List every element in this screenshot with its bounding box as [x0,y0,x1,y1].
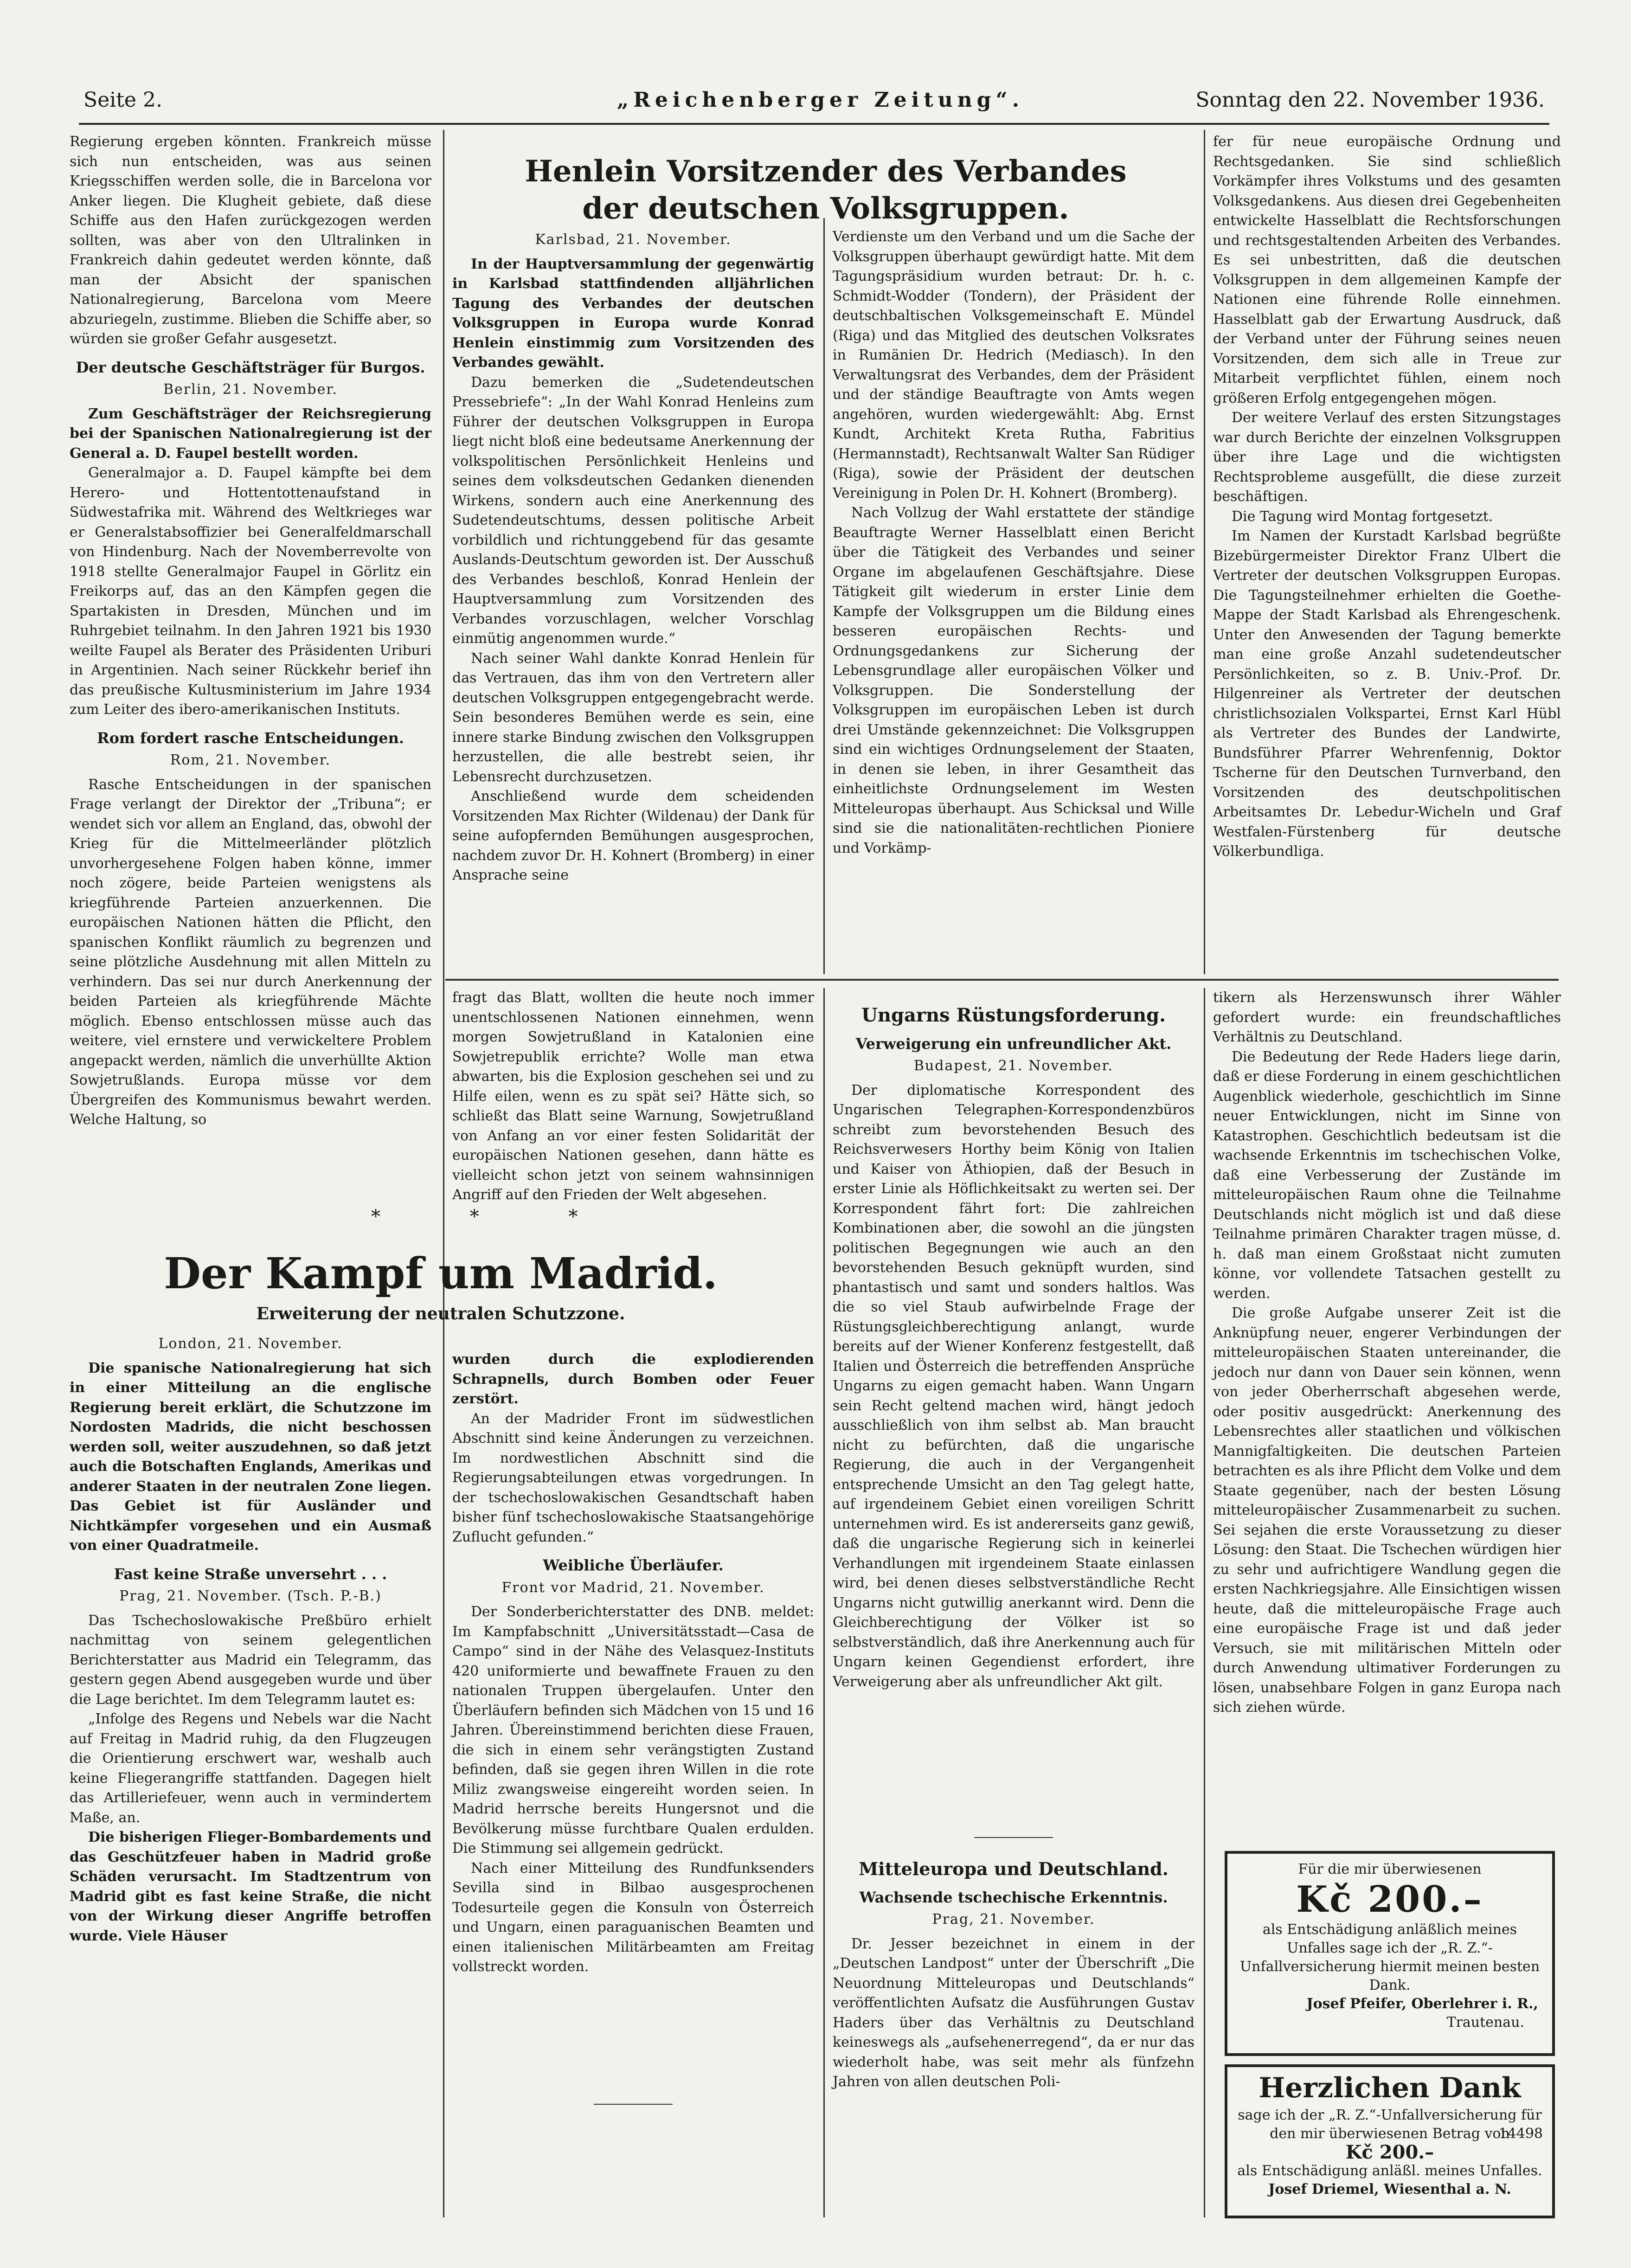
dateline: London, 21. November. [158,1336,343,1352]
article-subheading: Verweigerung ein unfreundlicher Akt. [855,1034,1172,1053]
column-rule [823,988,825,2217]
column-2-henlein [452,227,814,979]
ad-signature: Josef Pfeifer, Oberlehrer i. R., [1306,1996,1538,2012]
column-2-madrid [452,1350,814,2213]
headline-line: Henlein Vorsitzender des Verbandes [525,154,1127,189]
article-paragraph: Nach Vollzug der Wahl erstattete der ständige Beauftragte Werner Hasselblatt einen Bericht über die Tätigkeit des Verbandes und seiner Organe im abgelaufenen Geschäftsjahre. Diese Tätigkeit gilt wiederum in erster Linie dem Kampfe der Volksgruppen um die Bildung eines besseren europäischen Rechts- und Ordnungsgedankens zur Sicherung der Lebensgrundlage aller europäischen Völker und Volksgruppen. Die Sonderstellung der Volksgruppen im europäischen Leben ist durch drei Umstände gekennzeichnet: Die Volksgruppen sind ein wichtiges Ordnungselement der Staaten, in denen sie leben, in ihrer Gesamtheit das einheitlichste Ordnungselement im Westen Mitteleuropas überhaupt. Aus Schicksal und Wille sind sie die nationalitäten-rechtlichen Pioniere und Vorkämp- [833,505,1194,856]
article-paragraph: Nach einer Mitteilung des Rundfunksenders Sevilla sind in Bilbao ausgesprochenen Todesurteile gegen die Konsuln von Österreich und Ungarn, einen paraguanischen Beamten und einen italienischen Militärbeamten am Freitag vollstreckt worden. [452,1860,814,1975]
masthead-rule [79,123,1549,125]
dateline: Prag, 21. November. [932,1911,1095,1927]
article-lead: In der Hauptversammlung der gegenwärtig in Karlsbad stattfindenden alljährlichen Tagung des Verbandes der deutschen Volksgruppen in Europa wurde Konrad Henlein einstimmig zum Vorsitzenden des Verbandes gewählt. [452,256,814,371]
article-subheading: Wachsende tschechische Erkenntnis. [859,1888,1168,1906]
thank-you-ad-2 [1225,2064,1555,2218]
article-paragraph: Die bisherigen Flieger-Bombardements und das Geschützfeuer haben in Madrid große Schäden verursacht. Im Stadtzentrum von Madrid gibt es fast keine Straße, die nicht von der Wirkung dieser Angriffe betroffen wurde. Viele Häuser [70,1829,431,1944]
ad-title: Herzlichen Dank [1259,2072,1521,2104]
section-stars: * * * [371,1206,620,1227]
issue-date: Sonntag den 22. November 1936. [1195,88,1545,112]
subheadline-line: Erweiterung der neutralen Schutzzone. [256,1304,625,1324]
dateline: Rom, 21. November. [170,752,331,768]
ad-amount: Kč 200.– [1345,2141,1434,2163]
article-paragraph: Die große Aufgabe unserer Zeit ist die Anknüpfung neuer, engerer Verbindungen der mitteleuropäischen Staaten untereinander, die jedoch nur dann von Dauer sein können, wenn von jeder Oberherrschaft abgesehen werde, oder positiv ausgedrückt: Anerkennung des Lebensrechtes aller staatlichen und völkischen Mannigfaltigkeiten. Die deutschen Parteien betrachten es als ihre Pflicht dem Volke und dem Staate gegenüber, nach der besten Lösung mitteleuropäischer Zusammenarbeit zu suchen. Sei sejahen die erste Voraussetzung zu dieser Lösung: den Staat. Die Tschechen würdigen hier zu sehr und aufrichtigere Wandlung gegen die ersten Nachkriegsjahre. Alle Einsichtigen wissen heute, daß die mitteleuropäische Frage auch eine europäische Frage ist und daß jeder Versuch, sie mit militärischen Mitteln oder durch Anwendung ultimativer Forderungen zu lösen, unabsehbare Folgen in ganz Europa nach sich ziehen würde. [1213,1305,1561,1715]
article-paragraph: Das Tschechoslowakische Preßbüro erhielt nachmittag von seinem gelegentlichen Berichterstatter aus Madrid ein Telegramm, das gestern gegen Abend ausgegeben wurde und über die Lage berichtet. Im dem Telegramm lautet es: [70,1612,431,1708]
article-heading: Der deutsche Geschäftsträger für Burgos. [76,358,425,376]
paper-title: „Reichenberger Zeitung“. [617,88,1024,112]
ad-amount: Kč 200.– [1296,1878,1483,1921]
article-lead: Die spanische Nationalregierung hat sich in einer Mitteilung an die englische Regierung bereit erklärt, die Schutzzone im Nordosten Madrids, die nicht beschossen werden soll, weiter auszudehnen, so daß jetzt auch die Botschaften Englands, Amerikas und anderer Staaten in der neutralen Zone liegen. Das Gebiet ist für Ausländer und Nichtkämpfer vorgesehen und ein Ausmaß von einer Quadratmeile. [70,1360,431,1554]
article-paragraph: Generalmajor a. D. Faupel kämpfte bei dem Herero- und Hottentottenaufstand in Südwestafrika mit. Während des Weltkrieges war er Generalstabsoffizier bei Generalfeldmarschall von Hindenburg. Nach der Novemberrevolte von 1918 stellte Generalmajor Faupel in Görlitz ein Freikorps auf, das an den Kämpfen gegen die Spartakisten in Dresden, München und im Ruhrgebiet teilnahm. In den Jahren 1921 bis 1930 weilte Faupel als Berater des Präsidenten Uriburi in Argentinien. Nach seiner Rückkehr berief ihn das preußische Kultusministerium im Jahre 1934 zum Leiter des ibero-amerikanischen Instituts. [70,465,431,718]
thank-you-ad-1 [1225,1851,1555,2056]
ad-line: Für die mir überwiesenen [1298,1861,1482,1877]
article-paragraph: fragt das Blatt, wollten die heute noch immer unentschlossenen Nationen einnehmen, wenn morgen Sowjetrußland in Katalonien eine Sowjetrepublik errichte? Wolle man etwa abwarten, bis die Explosion geschehen sei und zu Hilfe eilen, wenn es zu spät sei? Hätte sich, so schließt das Blatt seine Warnung, Sowjetrußland von Anfang an vor einer festen Solidarität der europäischen Nationen gesehen, dann hätte es vielleicht schon jetzt von seinem wahnsinnigen Angriff auf den Frieden der Welt abgesehen. [452,989,814,1203]
article-paragraph: Dazu bemerken die „Sudetendeutschen Pressebriefe“: „In der Wahl Konrad Henleins zum Führer der deutschen Volksgruppen in Europa liegt nicht bloß eine bedeutsame Anerkennung der volkspolitischen Persönlichkeit Henleins und seines dem volksdeutschen Gedanken dienenden Wirkens, sondern auch eine Anerkennung des Sudetendeutschtums, dessen politische Arbeit vorbildlich und richtunggebend für das gesamte Auslands-Deutschtum geworden ist. Der Ausschuß des Verbandes beschloß, Konrad Henlein der Hauptversammlung zum Vorsitzenden des Verbandes vorzuschlagen, welcher Vorschlag einmütig angenommen wurde.“ [452,374,814,647]
article-paragraph: Der diplomatische Korrespondent des Ungarischen Telegraphen-Korrespondenzbüros schreibt zum bevorstehenden Besuch des Reichsverwesers Horthy beim König von Italien und Kaiser von Äthiopien, daß der Besuch in erster Linie als Höflichkeitsakt zu werten sei. Der Korrespondent fährt fort: Die zahlreichen Kombinationen aber, die sowohl an die jüngsten politischen Begegnungen wie auch an den bevorstehenden Besuch geknüpft wurden, sind phantastisch und samt und sonders haltlos. Was die so viel Staub aufwirbelnde Frage der Rüstungsgleichberechtigung anlangt, wurde bereits auf der Wiener Konferenz festgestellt, daß Italien und Österreich die betreffenden Ansprüche Ungarns zu eigen gemacht haben. Wann Ungarn sein Recht geltend machen wird, hängt jedoch ausschließlich von ihm selbst ab. Man braucht nicht zu befürchten, daß die ungarische Regierung, die auch in der Vergangenheit entsprechende Umsicht an den Tag gelegt hatte, auf irgendeinem Gebiet einen voreiligen Schritt unternehmen wird. Es ist andererseits ganz gewiß, daß die ungarische Regierung sich in keinerlei Verhandlungen mit irgendeinem Staate einlassen wird, bei denen dieses selbstverständliche Recht Ungarns nicht gutwillig anerkannt wird. Denn die Gleichberechtigung der Völker ist so selbstverständlich, daß ihre Anerkennung auch für Ungarn keinen Gegendienst erfordert, ihre Verweigerung aber als unfreundlicher Akt gilt. [833,1082,1194,1690]
article-paragraph: Anschließend wurde dem scheidenden Vorsitzenden Max Richter (Wildenau) der Dank für seine aufopfernden Bemühungen ausgesprochen, nachdem zuvor Dr. H. Kohnert (Bromberg) in einer Ansprache seine [452,788,814,883]
dateline: Berlin, 21. November. [163,381,338,398]
article-paragraph: Regierung ergeben könnten. Frankreich müsse sich nun entscheiden, was aus seinen Kriegsschiffen werden solle, die in Barcelona vor Anker liegen. Die Klugheit gebiete, daß diese Schiffe aus den Hafen zurückgezogen werden sollten, was aber von den Ultralinken in Frankreich dahin gedeutet werden könnte, daß man der Absicht der spanischen Nationalregierung, Barcelona vom Meere abzuriegeln, zustimme. Blieben die Schiffe aber, so würden sie großer Gefahr ausgesetzt. [70,134,431,347]
ad-line: sage ich der „R. Z.“-Unfallversicherung für den mir überwiesenen Betrag von [1238,2107,1542,2142]
article-heading: Rom fordert rasche Entscheidungen. [96,729,405,747]
ad-line: als Entschädigung anläßl. meines Unfalles. [1237,2163,1542,2179]
column-3-ungarn [833,997,1194,1856]
henlein-headline [455,153,1197,227]
article-heading: Ungarns Rüstungsforderung. [861,1004,1166,1026]
column-rule [1204,130,1205,974]
article-paragraph: „Infolge des Regens und Nebels war die Nacht auf Freitag in Madrid ruhig, da den Flugzeugen die Orientierung erschwert war, weshalb auch keine Fliegerangriffe stattfanden. Dagegen hielt das Artilleriefeuer, wenn auch in vermindertem Maße, an. [70,1711,431,1826]
masthead [83,84,1545,116]
article-paragraph: Die Tagung wird Montag fortgesetzt. [1232,508,1493,525]
article-end-rule [594,2104,673,2105]
article-paragraph: Rasche Entscheidungen in der spanischen Frage verlangt der Direktor der „Tribuna“; er wendet sich vor allem an England, das, obwohl der Krieg für die Mittelmeerländer plötzlich unvorhergesehene Folgen haben könne, immer noch zögere, beide Parteien wenigstens als kriegführende Parteien anzuerkennen. Die europäischen Nationen hätten die Pflicht, den spanischen Konflikt räumlich zu begrenzen und seine plötzliche Ausdehnung mit allen Mitteln zu verhindern. Das sei nur durch Anerkennung der beiden Parteien als kriegführende Mächte möglich. Ebenso entschlossen müsse auch das weitere, viel ernstere und verwickeltere Problem angepackt werden, nämlich die unverhüllte Aktion Sowjetrußlands. Europa müsse vor dem Übergreifen des Kommunismus bewahrt werden. Welche Haltung, so [70,776,431,1128]
column-1-madrid [70,1331,431,2213]
column-rule [1204,988,1205,2217]
article-paragraph: Nach seiner Wahl dankte Konrad Henlein für das Vertrauen, das ihm von den Vertretern aller deutschen Volksgruppen entgegengebracht werde. Sein besonderes Bemühen werde es sein, eine innere starke Bindung zwischen den Volksgruppen herzustellen, die alle bestrebt seien, ihr Lebensrecht durchzusetzen. [452,650,814,785]
column-3-henlein [833,227,1194,979]
article-paragraph: Die Bedeutung der Rede Haders liege darin, daß er diese Forderung in einem geschichtlichen Augenblick wiederhole, geschichtlich im Sinne neuer Entwicklungen, nicht im Sinne von Katastrophen. Geschichtlich bedeutsam ist die wachsende Erkenntnis im tschechischen Volke, daß eine Verbesserung der Zustände im mitteleuropäischen Raum ohne die Teilnahme Deutschlands nicht möglich ist und daß diese Teilnahme primären Charakter tragen müsse, d. h. daß man einem Großstaat nicht zumuten könne, vor vollendete Tatsachen gestellt zu werden. [1213,1048,1561,1302]
column-rule [823,218,825,974]
article-paragraph: Im Namen der Kurstadt Karlsbad begrüßte Bizebürgermeister Direktor Franz Ulbert die Vertreter der deutschen Volksgruppen Europas. Die Tagungsteilnehmer erhielten die Goethe-Mappe der Stadt Karlsbad als Ehrengeschenk. Unter den Anwesenden der Tagung bemerkte man eine große Anzahl sudetendeutscher Persönlichkeiten, so z. B. Univ.-Prof. Dr. Hilgenreiner als Vertreter der deutschen christlichsozialen Volkspartei, Ernst Karl Hübl als Vertreter des Bundes der Landwirte, Bundsführer Pfarrer Wehrenfennig, Doktor Tscherne für den Deutschen Turnverband, den Vorsitzenden des deutschpolitischen Arbeitsamtes Dr. Lebedur-Wicheln und Graf Westfalen-Fürstenberg für deutsche Völkerbundliga. [1213,528,1561,860]
article-lead: Zum Geschäftsträger der Reichsregierung bei der Spanischen Nationalregierung ist der General a. D. Faupel bestellt worden. [70,405,431,462]
madrid-subheadline [70,1304,812,1324]
headline-line: Der Kampf um Madrid. [164,1248,718,1298]
ad-place: Trautenau. [1446,2014,1524,2030]
column-rule [443,130,444,2217]
column-4-mitteleuropa [1213,988,1561,1846]
dateline: Budapest, 21. November. [913,1058,1114,1074]
article-heading: Mitteleuropa und Deutschland. [859,1858,1169,1879]
ad-signature: Josef Driemel, Wiesenthal a. N. [1268,2181,1511,2197]
headline-line: der deutschen Volksgruppen. [582,191,1069,226]
dateline: Karlsbad, 21. November. [535,231,732,248]
column-3-mitteleuropa [833,1851,1194,2213]
article-paragraph: Der Sonderberichterstatter des DNB. meldet: Im Kampfabschnitt „Universitätsstadt—Casa de Campo“ sind in der Nähe des Velasquez-Instituts 420 uniformierte und bewaffnete Frauen zu den nationalen Truppen übergelaufen. Unter den Überläufern befinden sich Mädchen von 15 und 16 Jahren. Übereinstimmend berichten diese Frauen, die sich in einem sehr verängstigten Zustand befinden, daß sie gegen ihren Willen in die rote Miliz zwangsweise eingereiht worden seien. In Madrid herrsche bereits Hungersnot und die Bevölkerung müsse furchtbare Qualen erdulden. Die Stimmung sei allgemein gedrückt. [452,1604,814,1857]
column-1-top [70,132,431,1246]
article-heading: Weibliche Überläufer. [543,1556,724,1574]
article-paragraph: An der Madrider Front im südwestlichen Abschnitt sind keine Änderungen zu verzeichnen. Im nordwestlichen Abschnitt sind die Regierungsabteilungen etwas vorgedrungen. In der tschechoslowakischen Gesandtschaft haben bisher fünf tschechoslowakische Staatsangehörige Zuflucht gefunden.“ [452,1410,814,1545]
page-number: Seite 2. [83,88,162,112]
article-paragraph: Dr. Jesser bezeichnet in einem in der „Deutschen Landpost“ unter der Überschrift „Die Neuordnung Mitteleuropas und Deutschlands“ veröffentlichten Aufsatz die Ausführungen Gustav Haders über das Verhältnis zu Deutschland keineswegs als „aufsehenerregend“, da er nur das wiederholt habe, was seit mehr als fünfzehn Jahren von allen deutschen Poli- [833,1935,1194,2090]
madrid-headline [70,1248,812,1299]
article-paragraph: wurden durch die explodierenden Schrapnells, durch Bomben oder Feuer zerstört. [452,1351,814,1407]
article-heading: Fast keine Straße unversehrt . . . [114,1565,387,1583]
article-paragraph: Verdienste um den Verband und um die Sache der Volksgruppen überhaupt gewürdigt hatte. Mit dem Tagungspräsidium wurden betraut: Dr. h. c. Schmidt-Wodder (Tondern), der Präsident der deutschbaltischen Volksgemeinschaft E. Mündel (Riga) und das Mitglied des deutschen Volksrates in Rumänien Dr. Hedrich (Mediasch). In den Verwaltungsrat des Verbandes, dem der Präsident und der ständige Beauftragte von Amts wegen angehören, wurden wiedergewählt: Abg. Ernst Kundt, Architekt Kreta Rutha, Fabritius (Hermannstadt), Rechtsanwalt Walter San Rüdiger (Riga), sowie der Präsident der deutschen Vereinigung in Polen Dr. H. Kohnert (Bromberg). [833,229,1194,501]
section-rule [445,979,1559,981]
article-end-rule [974,1837,1053,1838]
ad-code: 14498 [1498,2126,1543,2142]
column-4-henlein [1213,132,1561,977]
dateline: Prag, 21. November. (Tsch. P.-B.) [119,1588,382,1604]
article-paragraph: fer für neue europäische Ordnung und Rechtsgedanken. Sie sind schließlich Vorkämpfer ihres Volkstums und des gesamten Volksgedankens. Aus diesen drei Gegebenheiten entwickelte Hasselblatt die Rechtsforschungen und rechtsgestaltenden Arbeiten des Verbandes. Es sei unbestritten, daß die deutschen Volksgruppen in dem allgemeinen Kampfe der Nationen eine führende Rolle einnehmen. Hasselblatt gab der Erwartung Ausdruck, daß der Verband unter der Führung seines neuen Vorsitzenden, dem sich alle in Treue zur Mitarbeit verpflichtet fühlen, einem noch größeren Erfolg entgegengehen mögen. [1213,134,1561,406]
article-paragraph: Der weitere Verlauf des ersten Sitzungstages war durch Berichte der einzelnen Volksgruppen über ihre Lage und die wichtigsten Rechtsprobleme ausgefüllt, die diese zurzeit beschäftigen. [1213,410,1561,505]
dateline: Front vor Madrid, 21. November. [501,1579,765,1596]
article-paragraph: tikern als Herzenswunsch ihrer Wähler gefordert wurde: ein freundschaftliches Verhältnis zu Deutschland. [1213,989,1561,1045]
ad-line: als Entschädigung anläßlich meines Unfalles sage ich der „R. Z.“-Unfallversicherung hiermit meinen besten Dank. [1239,1921,1540,1993]
